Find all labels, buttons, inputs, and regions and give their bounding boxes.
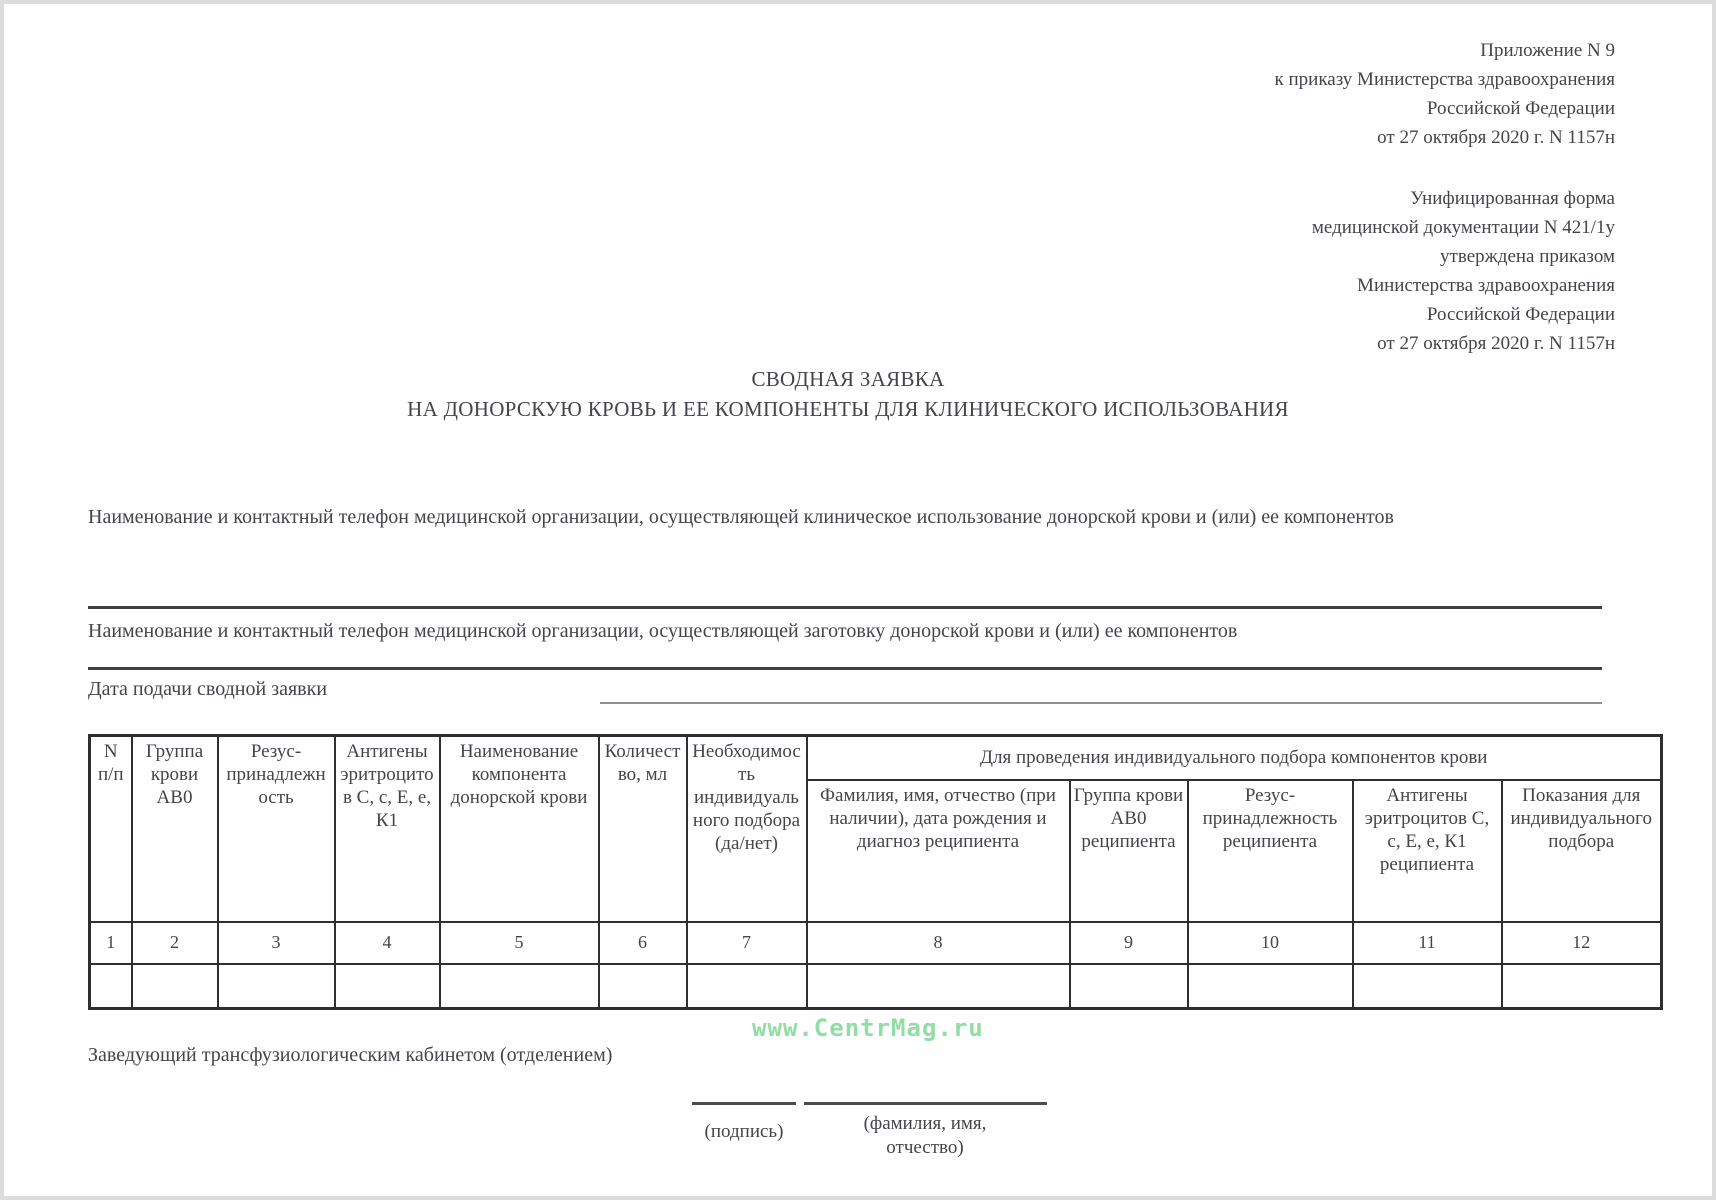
col-number: 5 [440,922,599,964]
document-title [88,364,1608,424]
appendix-line: Российской Федерации [1426,98,1615,119]
empty-data-cell [1070,964,1188,1009]
form-info-line: Унифицированная форма [1410,188,1615,209]
col-header-rh-affiliation: Резус-принадлежность [218,736,335,922]
fullname-caption: (фамилия, имя, отчество) [863,1113,987,1158]
fullname-fill-line [804,1102,1047,1105]
group-header-individual-selection: Для проведения индивидуального подбора компонентов крови [807,736,1662,780]
col-number: 11 [1353,922,1502,964]
empty-data-cell [440,964,599,1009]
appendix-line: к приказу Министерства здравоохранения [1274,69,1615,90]
appendix-line: от 27 октября 2020 г. N 1157н [1377,127,1615,148]
empty-data-cell [1502,964,1662,1009]
org-procurement-fill-line [88,667,1602,670]
org-clinical-use-label: Наименование и контактный телефон медицинской организации, осуществляющей клиническое использование донорской крови и (или) ее компонентов [88,506,1394,528]
blood-request-table [88,734,1663,1010]
title-line-2: НА ДОНОРСКУЮ КРОВЬ И ЕЕ КОМПОНЕНТЫ ДЛЯ КЛИНИЧЕСКОГО ИСПОЛЬЗОВАНИЯ [407,397,1289,421]
col-header-recipient-blood-group-abo: Группа крови АВ0 реципиента [1070,780,1188,922]
col-header-recipient-name-dob-diagnosis: Фамилия, имя, отчество (при наличии), дата рождения и диагноз реципиента [807,780,1070,922]
submission-date-fill-line [600,702,1602,704]
col-number: 1 [90,922,132,964]
col-header-recipient-erythrocyte-antigens: Антигены эритроцитов С, с, Е, е, К1 реципиента [1353,780,1502,922]
empty-data-cell [90,964,132,1009]
signature-fill-line [692,1102,796,1105]
form-info-line: утверждена приказом [1440,246,1615,267]
col-number: 8 [807,922,1070,964]
form-info-line: Министерства здравоохранения [1357,275,1615,296]
watermark: www.CentrMag.ru [752,1014,984,1042]
col-number: 4 [335,922,440,964]
empty-data-cell [132,964,218,1009]
form-info-line: медицинской документации N 421/1у [1311,217,1615,238]
col-header-blood-group-abo: Группа крови АВ0 [132,736,218,922]
form-approval-block [1312,184,1615,358]
empty-data-cell [1353,964,1502,1009]
col-header-recipient-rh-affiliation: Резус-принадлежность реципиента [1188,780,1353,922]
col-header-component-name: Наименование компонента донорской крови [440,736,599,922]
empty-data-cell [687,964,807,1009]
empty-data-cell [599,964,687,1009]
empty-data-cell [218,964,335,1009]
empty-data-cell [807,964,1070,1009]
form-info-line: от 27 октября 2020 г. N 1157н [1377,333,1615,354]
title-line-1: СВОДНАЯ ЗАЯВКА [751,367,945,391]
org-procurement-label: Наименование и контактный телефон медицинской организации, осуществляющей заготовку донорской крови и (или) ее компонентов [88,620,1238,642]
col-header-n-pp: N п/п [90,736,132,922]
appendix-line: Приложение N 9 [1480,40,1615,61]
signature-caption: (подпись) [704,1121,784,1142]
col-header-individual-selection-needed: Необходимость индивидуального подбора (да/нет) [687,736,807,922]
org-clinical-use-fill-line [88,606,1602,609]
col-header-erythrocyte-antigens: Антигены эритроцитов С, с, Е, е, К1 [335,736,440,922]
col-number: 6 [599,922,687,964]
col-header-quantity-ml: Количество, мл [599,736,687,922]
form-info-line: Российской Федерации [1426,304,1615,325]
submission-date-label: Дата подачи сводной заявки [88,678,328,700]
col-number: 7 [687,922,807,964]
head-of-transfusiology-cabinet-label: Заведующий трансфузиологическим кабинетом (отделением) [88,1044,613,1066]
empty-data-cell [1188,964,1353,1009]
col-number: 3 [218,922,335,964]
col-header-individual-selection-indications: Показания для индивидуального подбора [1502,780,1662,922]
col-number: 12 [1502,922,1662,964]
col-number: 9 [1070,922,1188,964]
appendix-block [1275,36,1616,152]
col-number: 10 [1188,922,1353,964]
col-number: 2 [132,922,218,964]
empty-data-cell [335,964,440,1009]
